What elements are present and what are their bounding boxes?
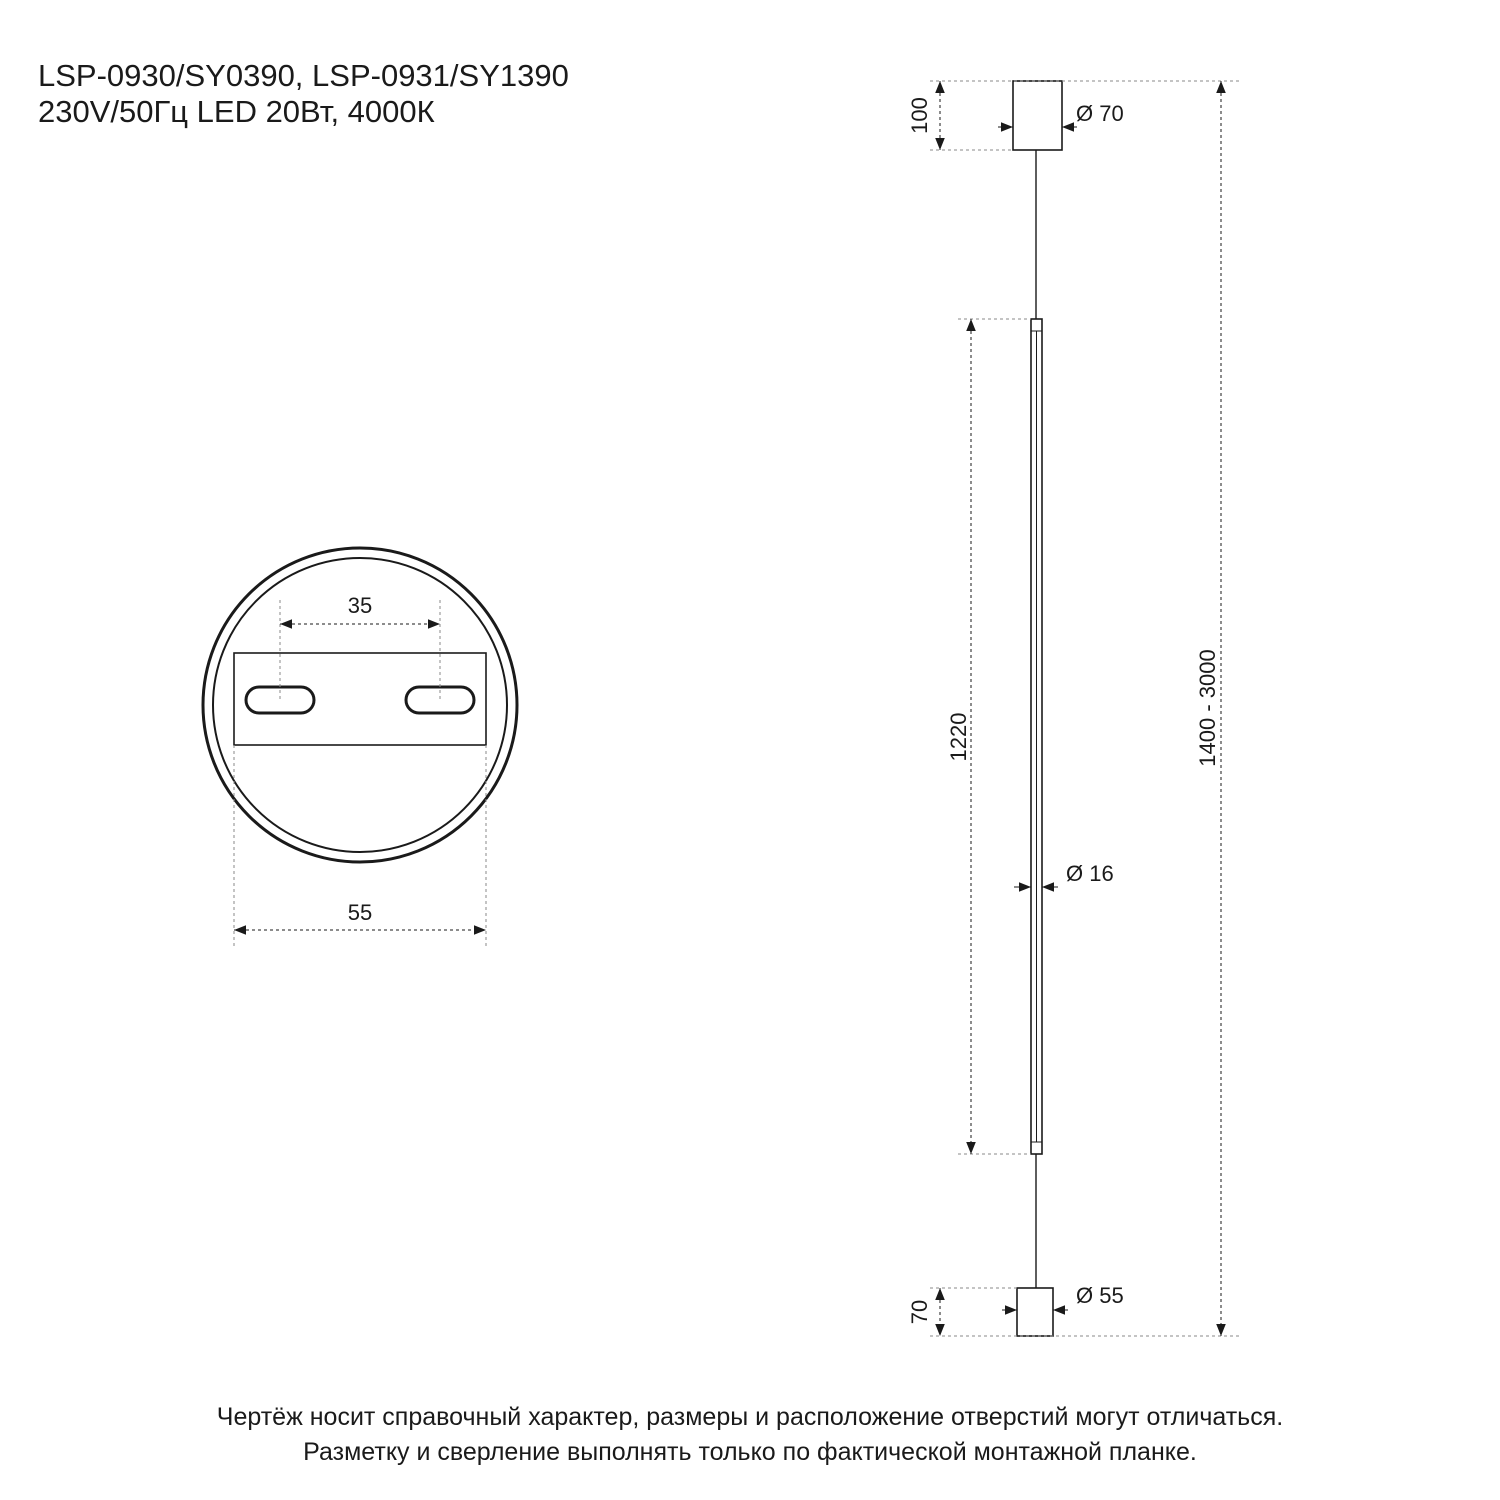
model-numbers: LSP-0930/SY0390, LSP-0931/SY1390 bbox=[38, 58, 569, 93]
end-cap bbox=[1017, 1288, 1053, 1336]
dimension-label-canopy-diameter: Ø 70 bbox=[1076, 101, 1124, 126]
dimension-label-tube-diameter: Ø 16 bbox=[1066, 861, 1114, 886]
dimension-label-100: 100 bbox=[907, 97, 932, 134]
disclaimer-line-2: Разметку и сверление выполнять только по фактической монтажной планке. bbox=[303, 1438, 1197, 1466]
electrical-specs: 230V/50Гц LED 20Вт, 4000К bbox=[38, 94, 435, 129]
dimension-label-total-height: 1400 - 3000 bbox=[1195, 649, 1220, 767]
dimension-label-70: 70 bbox=[907, 1299, 932, 1325]
dimension-label-endcap-diameter: Ø 55 bbox=[1076, 1283, 1124, 1308]
side-elevation-view bbox=[907, 81, 1240, 1336]
disclaimer bbox=[0, 1400, 1500, 1470]
dimension-label-1220: 1220 bbox=[946, 712, 971, 762]
mounting-plate bbox=[234, 653, 486, 745]
ceiling-canopy bbox=[1013, 81, 1062, 150]
dimension-label-55: 55 bbox=[347, 900, 373, 925]
mounting-plate-view bbox=[203, 548, 517, 948]
dimension-label-35: 35 bbox=[347, 593, 373, 618]
disclaimer-line-1: Чертёж носит справочный характер, размеры и расположение отверстий могут отличаться. bbox=[216, 1403, 1284, 1431]
